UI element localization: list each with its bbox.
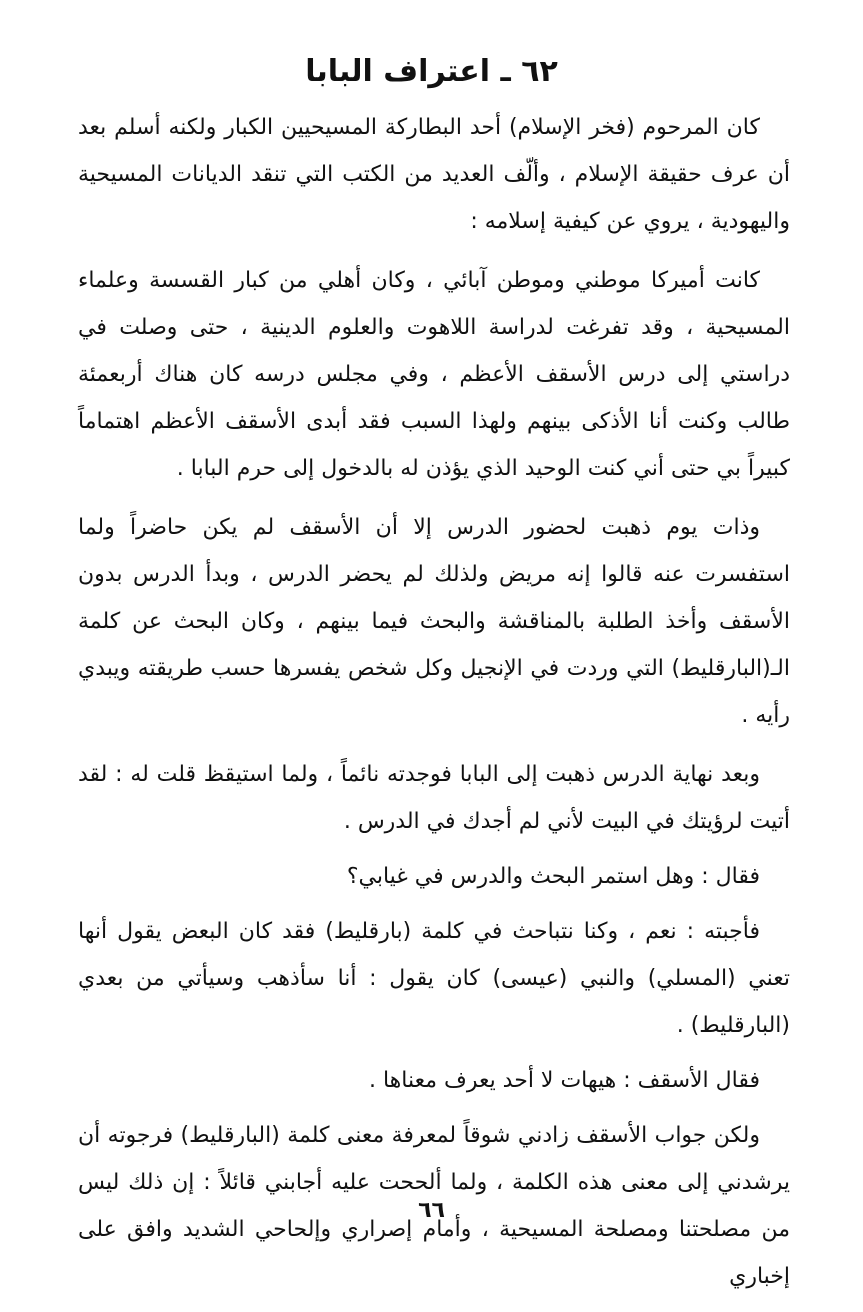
body-text — [78, 104, 790, 1312]
paragraph-america: كانت أميركا موطني وموطن آبائي ، وكان أهلي من كبار القسسة وعلماء المسيحية ، وقد تفرغت لدراسة اللاهوت والعلوم الدينية ، حتى وصلت في دراستي إلى درس الأسقف الأعظم ، وفي مجلس درسه كان هناك أربعمئة طالب وكنت أنا الأذكى بينهم ولهذا السبب فقد أبدى الأسقف الأعظم اهتماماً كبيراً بي حتى أني كنت الوحيد الذي يؤذن له بالدخول إلى حرم البابا . — [78, 268, 790, 481]
paragraph-lesson: وذات يوم ذهبت لحضور الدرس إلا أن الأسقف لم يكن حاضراً ولما استفسرت عنه قالوا إنه مريض ولذلك لم يحضر الدرس ، وبدأ الدرس بدون الأسقف وأخذ الطلبة بالمناقشة والبحث فيما بينهم ، وكان البحث عن كلمة الـ(البارقليط) التي وردت في الإنجيل وكل شخص يفسرها حسب طريقته ويبدي رأيه . — [78, 515, 790, 728]
paragraph-insist: ولكن جواب الأسقف زادني شوقاً لمعرفة معنى كلمة (البارقليط) فرجوته أن يرشدني إلى معنى هذه الكلمة ، ولما ألححت عليه أجابني قائلاً : إن ذلك ليس من مصلحتنا ومصلحة المسيحية ، وأمام إصراري وإلحاحي الشديد وافق على إخباري — [78, 1123, 790, 1289]
paragraph-question: فقال : وهل استمر البحث والدرس في غيابي؟ — [346, 864, 760, 889]
paragraph-bishop-reply: فقال الأسقف : هيهات لا أحد يعرف معناها . — [368, 1068, 760, 1093]
paragraph-visit: وبعد نهاية الدرس ذهبت إلى البابا فوجدته نائماً ، ولما استيقظ قلت له : لقد أتيت لرؤيتك في البيت لأني لم أجدك في الدرس . — [78, 762, 790, 834]
paragraph-intro: كان المرحوم (فخر الإسلام) أحد البطاركة المسيحيين الكبار ولكنه أسلم بعد أن عرف حقيقة الإسلام ، وألّف العديد من الكتب التي تنقد الديانات المسيحية واليهودية ، يروي عن كيفية إسلامه : — [78, 115, 790, 234]
page-number: ٦٦ — [418, 1198, 445, 1223]
chapter-title: ٦٢ ـ اعتراف البابا — [305, 54, 558, 89]
paragraph-answer: فأجبته : نعم ، وكنا نتباحث في كلمة (بارقليط) فقد كان البعض يقول أنها تعني (المسلي) والنبي (عيسى) كان يقول : أنا سأذهب وسيأتي من بعدي (البارقليط) . — [78, 919, 790, 1038]
